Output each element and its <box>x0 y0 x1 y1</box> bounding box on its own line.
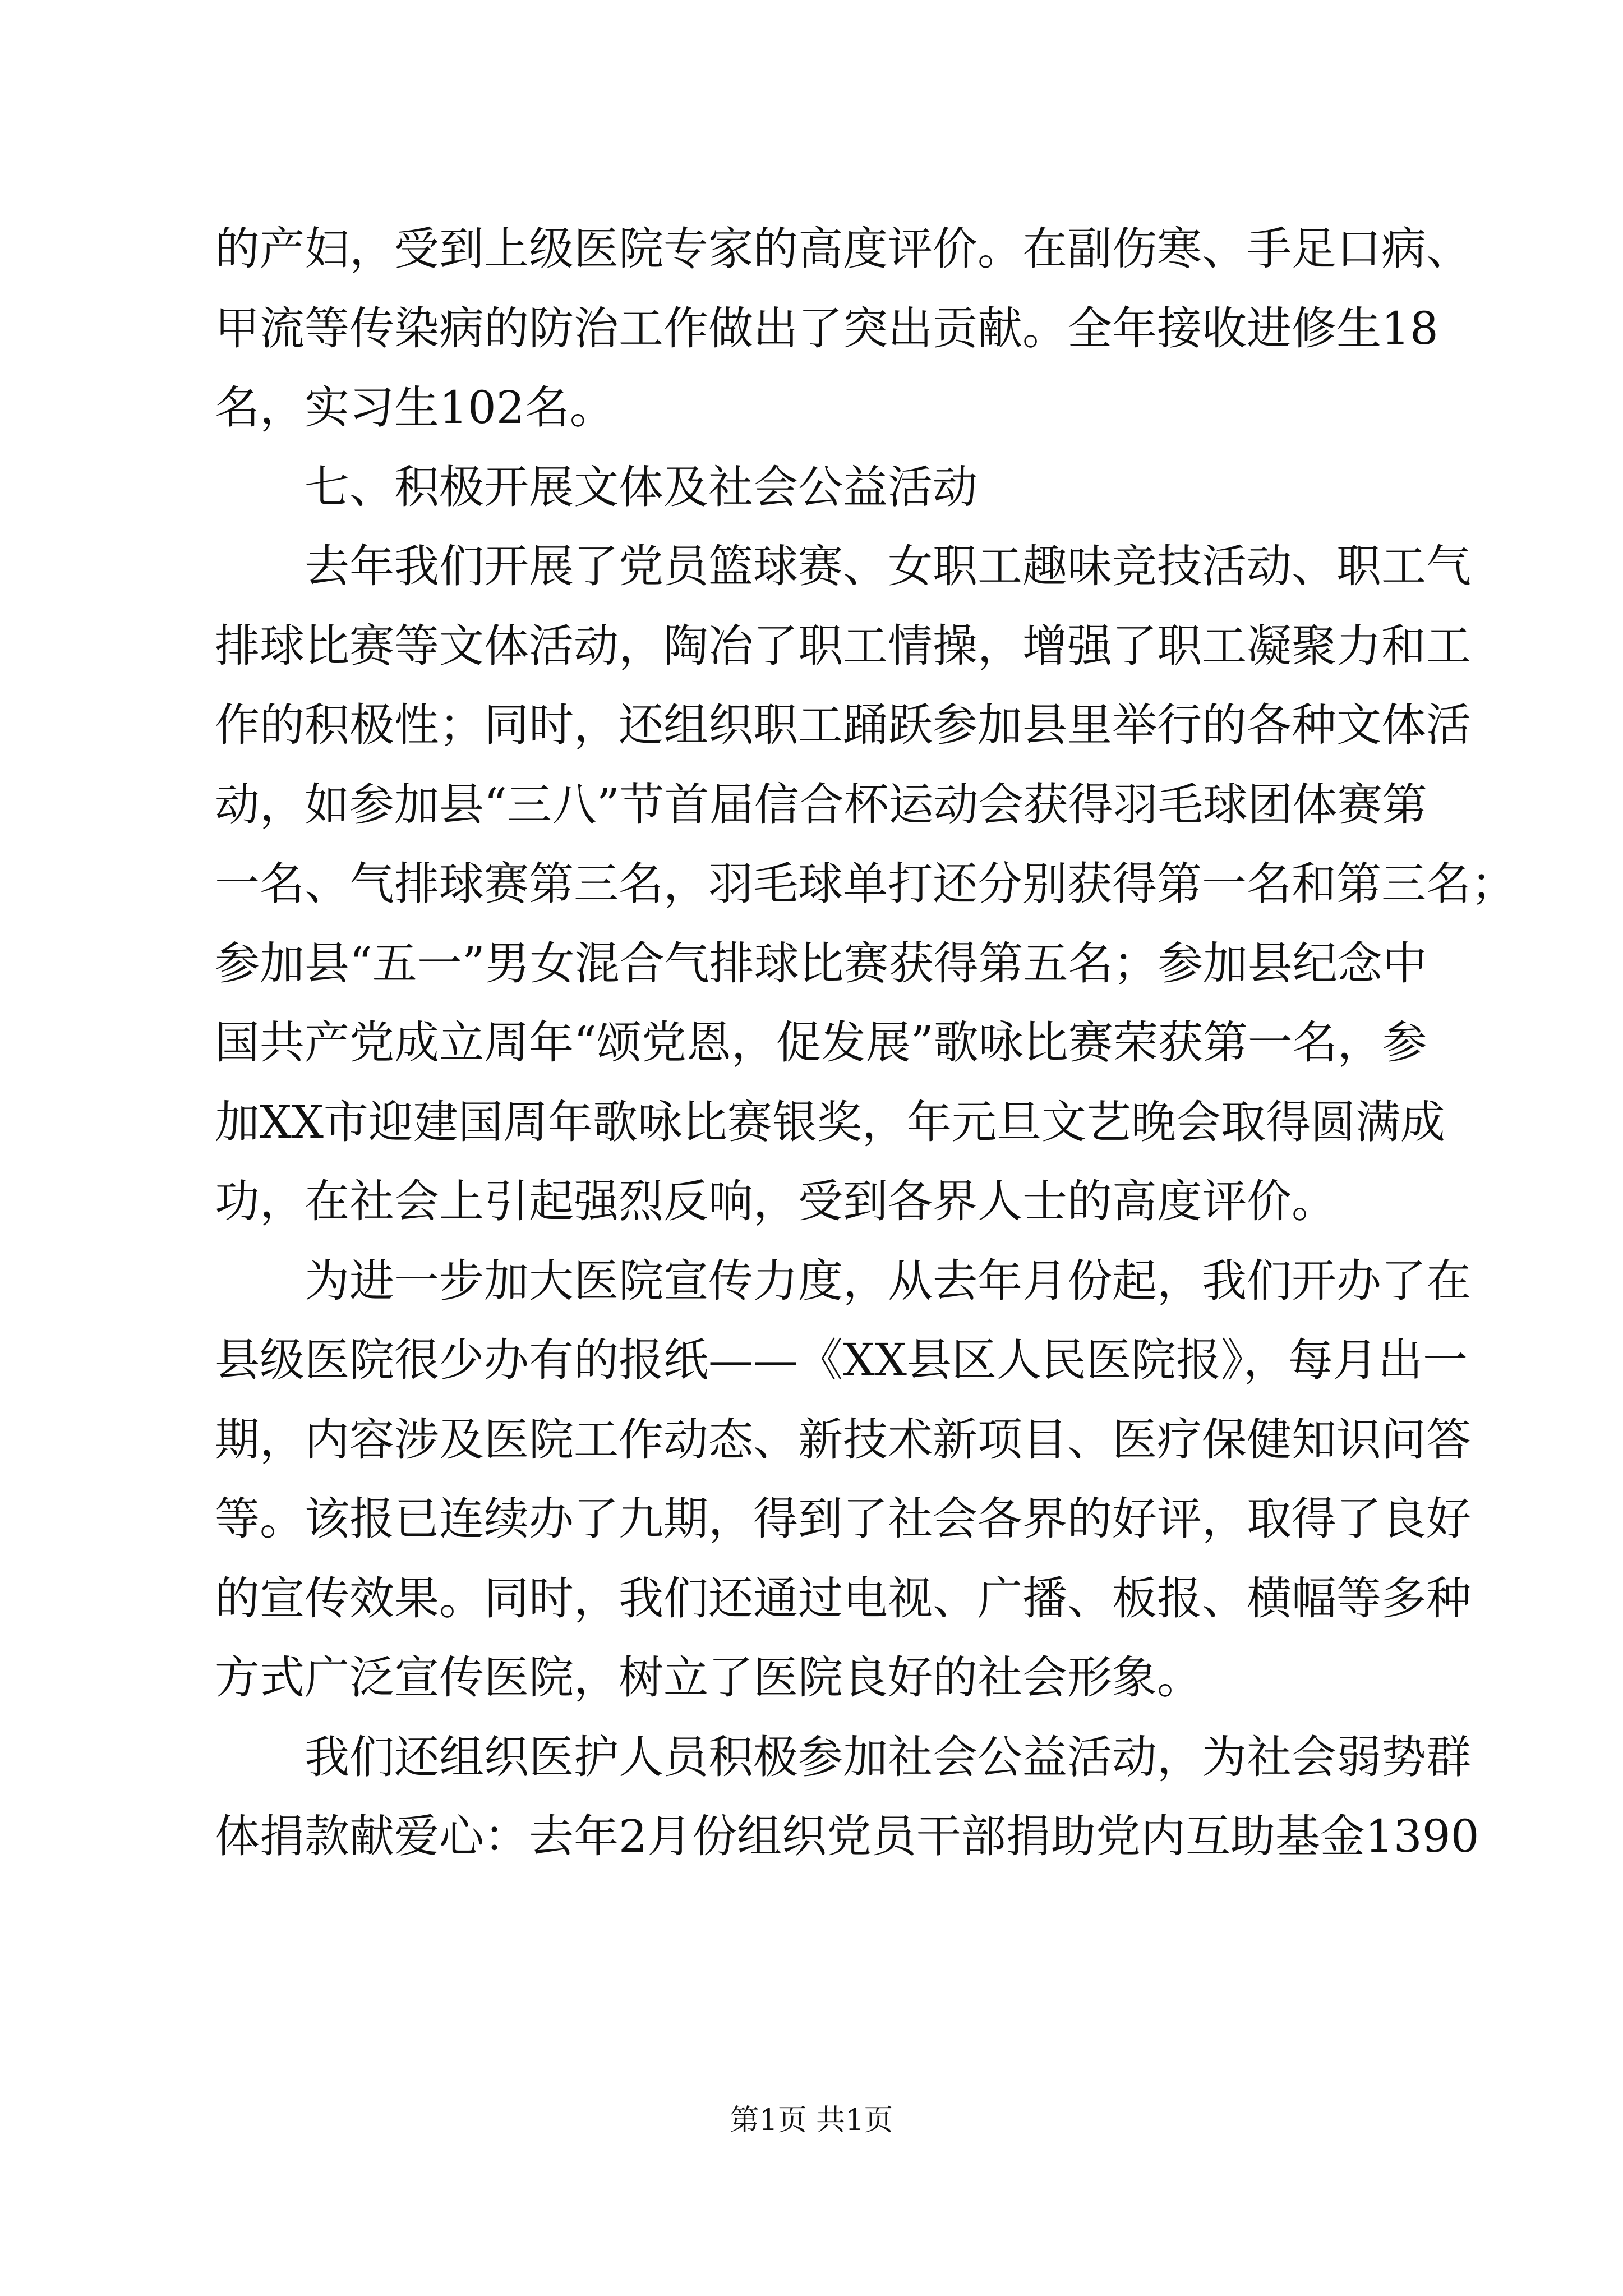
text-line: 的宣传效果。同时，我们还通过电视、广播、板报、横幅等多种 <box>215 1572 1471 1625</box>
text-line: 等。该报已连续办了九期，得到了社会各界的好评，取得了良好 <box>215 1493 1471 1545</box>
text-line: 国共产党成立周年“颂党恩，促发展”歌咏比赛荣获第一名，参 <box>215 1016 1427 1069</box>
text-line: 期，内容涉及医院工作动态、新技术新项目、医疗保健知识问答 <box>215 1413 1471 1466</box>
text-line: 县级医院很少办有的报纸——《XX县区人民医院报》，每月出一 <box>215 1334 1468 1386</box>
text-line: 方式广泛宣传医院，树立了医院良好的社会形象。 <box>215 1651 1202 1704</box>
section-heading: 七、积极开展文体及社会公益活动 <box>305 461 978 513</box>
document-body <box>215 209 1516 1876</box>
text-line: 作的积极性；同时，还组织职工踊跃参加县里举行的各种文体活 <box>215 699 1471 751</box>
text-line: 为进一步加大医院宣传力度，从去年月份起，我们开办了在 <box>305 1254 1471 1307</box>
text-line: 一名、气排球赛第三名，羽毛球单打还分别获得第一名和第三名； <box>215 858 1516 910</box>
text-line: 参加县“五一”男女混合气排球比赛获得第五名；参加县纪念中 <box>215 937 1427 990</box>
text-line: 的产妇，受到上级医院专家的高度评价。在副伤寒、手足口病、 <box>215 223 1471 275</box>
text-line: 体捐款献爱心：去年2月份组织党员干部捐助党内互助基金1390 <box>215 1810 1479 1862</box>
text-line: 我们还组织医护人员积极参加社会公益活动，为社会弱势群 <box>305 1731 1471 1783</box>
text-line: 功，在社会上引起强烈反响，受到各界人士的高度评价。 <box>215 1175 1336 1227</box>
text-line: 加XX市迎建国周年歌咏比赛银奖，年元旦文艺晚会取得圆满成 <box>215 1096 1445 1148</box>
page-footer: 第1页 共1页 <box>730 2104 893 2137</box>
text-line: 动，如参加县“三八”节首届信合杯运动会获得羽毛球团体赛第 <box>215 778 1427 831</box>
text-line: 排球比赛等文体活动，陶冶了职工情操，增强了职工凝聚力和工 <box>215 619 1471 672</box>
text-line: 名，实习生102名。 <box>215 381 615 434</box>
text-line: 去年我们开展了党员篮球赛、女职工趣味竞技活动、职工气 <box>305 540 1471 592</box>
text-line: 甲流等传染病的防治工作做出了突出贡献。全年接收进修生18 <box>215 302 1438 355</box>
